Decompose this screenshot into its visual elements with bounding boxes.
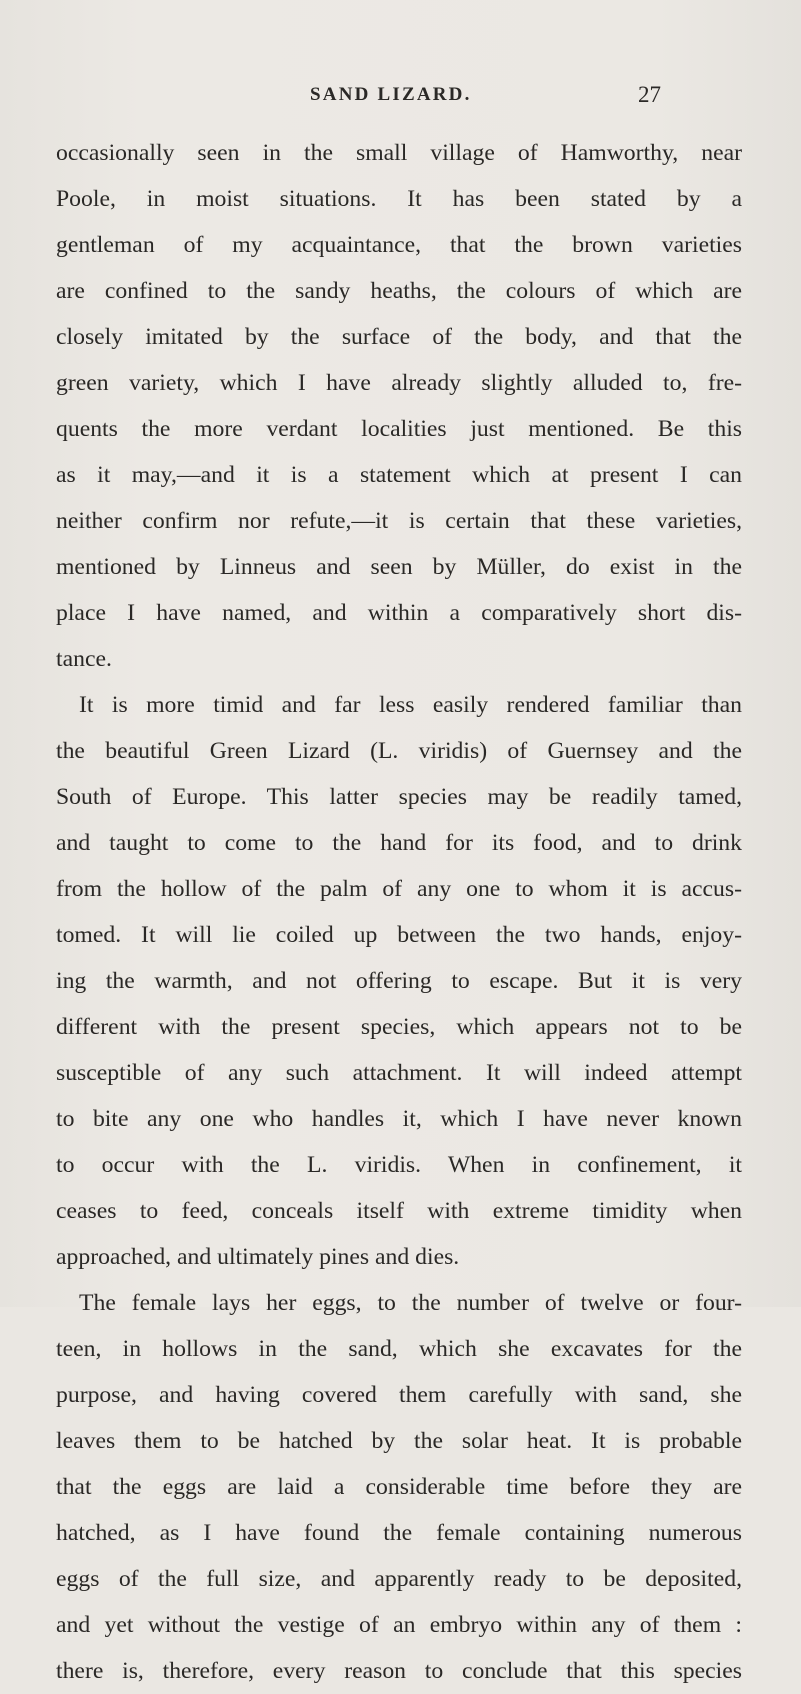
paragraph-end-line: approached, and ultimately pines and dies. <box>56 1244 460 1270</box>
text-line: different with the present species, which appears not to be <box>56 1014 742 1040</box>
text-line: closely imitated by the surface of the body, and that the <box>56 324 742 350</box>
text-line: susceptible of any such attachment. It will indeed attempt <box>56 1060 742 1086</box>
paragraph-first-line: The female lays her eggs, to the number of twelve or four- <box>79 1290 742 1316</box>
text-line: and yet without the vestige of an embryo within any of them : <box>56 1612 742 1638</box>
text-line: ceases to feed, conceals itself with extreme timidity when <box>56 1198 742 1224</box>
running-title: SAND LIZARD. <box>310 84 472 105</box>
text-line: place I have named, and within a comparatively short dis- <box>56 600 742 626</box>
text-line: gentleman of my acquaintance, that the brown varieties <box>56 232 742 258</box>
text-line: and taught to come to the hand for its food, and to drink <box>56 830 742 856</box>
text-line: purpose, and having covered them carefully with sand, she <box>56 1382 742 1408</box>
text-line: to bite any one who handles it, which I have never known <box>56 1106 742 1132</box>
text-line: that the eggs are laid a considerable time before they are <box>56 1474 742 1500</box>
text-line: South of Europe. This latter species may be readily tamed, <box>56 784 742 810</box>
text-line: are confined to the sandy heaths, the colours of which are <box>56 278 742 304</box>
text-line: eggs of the full size, and apparently ready to be deposited, <box>56 1566 742 1592</box>
text-line: neither confirm nor refute,—it is certain that these varieties, <box>56 508 742 534</box>
text-line: quents the more verdant localities just mentioned. Be this <box>56 416 742 442</box>
text-line: there is, therefore, every reason to conclude that this species <box>56 1658 742 1684</box>
text-line: from the hollow of the palm of any one to whom it is accus- <box>56 876 742 902</box>
text-line: hatched, as I have found the female containing numerous <box>56 1520 742 1546</box>
page-number: 27 <box>638 82 661 107</box>
text-line: to occur with the L. viridis. When in confinement, it <box>56 1152 742 1178</box>
text-line: teen, in hollows in the sand, which she excavates for the <box>56 1336 742 1362</box>
text-line: the beautiful Green Lizard (L. viridis) of Guernsey and the <box>56 738 742 764</box>
text-line: as it may,—and it is a statement which at present I can <box>56 462 742 488</box>
text-line: ing the warmth, and not offering to escape. But it is very <box>56 968 742 994</box>
text-line: leaves them to be hatched by the solar heat. It is probable <box>56 1428 742 1454</box>
paragraph-end-line: tance. <box>56 646 112 672</box>
text-line: tomed. It will lie coiled up between the two hands, enjoy- <box>56 922 742 948</box>
text-line: green variety, which I have already slightly alluded to, fre- <box>56 370 742 396</box>
text-line: Poole, in moist situations. It has been stated by a <box>56 186 742 212</box>
text-line: mentioned by Linneus and seen by Müller, do exist in the <box>56 554 742 580</box>
paragraph-first-line: It is more timid and far less easily rendered familiar than <box>79 692 742 718</box>
text-line: occasionally seen in the small village of Hamworthy, near <box>56 140 742 166</box>
body-text <box>56 130 742 1694</box>
